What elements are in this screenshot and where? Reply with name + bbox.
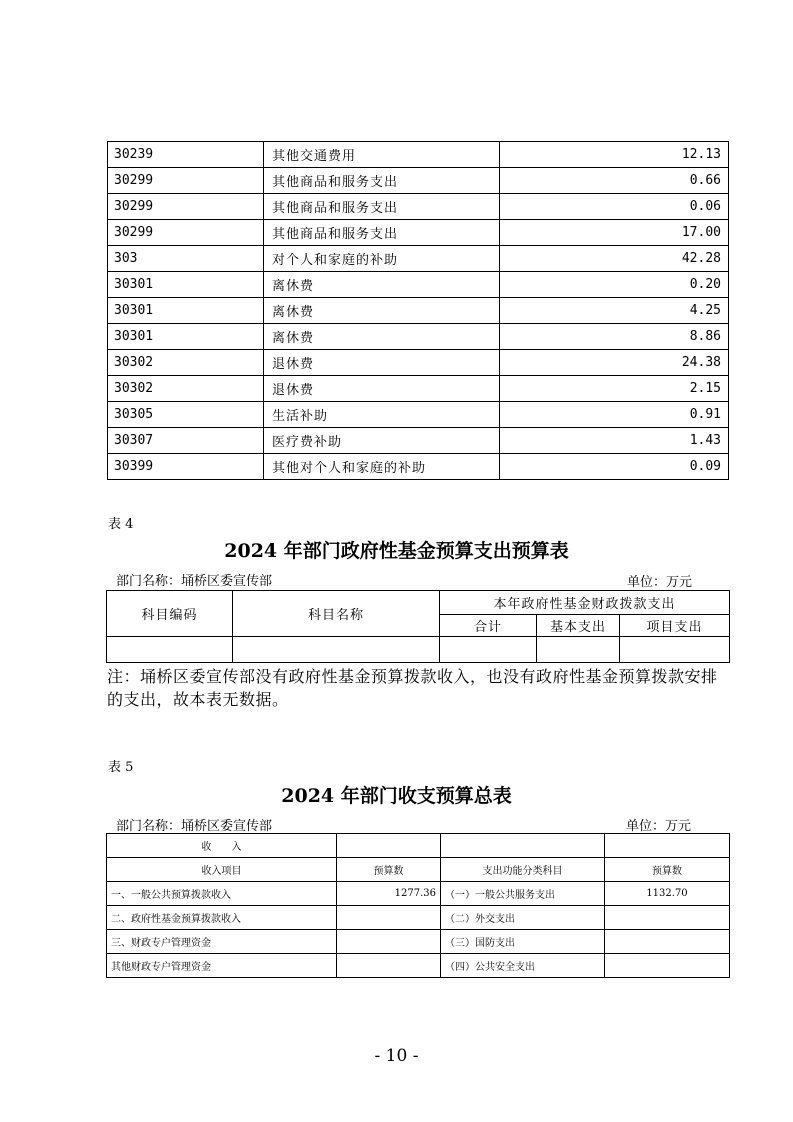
expense-amount [605, 930, 730, 954]
table-row [107, 637, 730, 663]
table-row [108, 142, 729, 168]
table-row [108, 376, 729, 402]
subject-code: 30301 [108, 298, 264, 324]
expense-amount [605, 954, 730, 978]
income-item: 二、政府性基金预算拨款收入 [107, 906, 337, 930]
income-amount [337, 906, 441, 930]
subject-code: 30302 [108, 376, 264, 402]
expense-item: （四）公共安全支出 [441, 954, 605, 978]
table-row [108, 402, 729, 428]
amount: 0.66 [500, 168, 729, 194]
header-project: 项目支出 [620, 615, 730, 637]
amount: 8.86 [500, 324, 729, 350]
income-item: 一、一般公共预算拨款收入 [107, 882, 337, 906]
table5-label: 表 5 [108, 760, 134, 775]
table-row [108, 298, 729, 324]
subject-name: 其他商品和服务支出 [264, 168, 500, 194]
subject-name: 离休费 [264, 298, 500, 324]
subject-name: 离休费 [264, 324, 500, 350]
table-row [107, 882, 730, 906]
expense-amount [605, 906, 730, 930]
table4-dept: 部门名称：埇桥区委宣传部 [116, 574, 273, 589]
amount: 0.09 [500, 454, 729, 480]
amount: 42.28 [500, 246, 729, 272]
subject-code: 30239 [108, 142, 264, 168]
subject-name: 其他交通费用 [264, 142, 500, 168]
table-row [108, 272, 729, 298]
table-row [108, 454, 729, 480]
subject-code: 30302 [108, 350, 264, 376]
subject-name: 其他对个人和家庭的补助 [264, 454, 500, 480]
table4-title: 2024 年部门政府性基金预算支出预算表 [224, 540, 569, 562]
header-expense-item: 支出功能分类科目 [441, 858, 605, 882]
income-amount [337, 954, 441, 978]
subject-code: 30399 [108, 454, 264, 480]
table-row [108, 194, 729, 220]
subject-name: 对个人和家庭的补助 [264, 246, 500, 272]
subject-name: 离休费 [264, 272, 500, 298]
income-item: 其他财政专户管理资金 [107, 954, 337, 978]
table5-dept: 部门名称：埇桥区委宣传部 [116, 819, 273, 834]
subject-name: 其他商品和服务支出 [264, 220, 500, 246]
table-row [108, 324, 729, 350]
amount: 2.15 [500, 376, 729, 402]
income-item: 三、财政专户管理资金 [107, 930, 337, 954]
subject-name: 退休费 [264, 350, 500, 376]
expense-item: （三）国防支出 [441, 930, 605, 954]
income-amount [337, 930, 441, 954]
table-row [108, 168, 729, 194]
table4-note: 注：埇桥区委宣传部没有政府性基金预算拨款收入，也没有政府性基金预算拨款安排的支出，故本表无数据。 [107, 667, 718, 709]
subject-name: 医疗费补助 [264, 428, 500, 454]
amount: 12.13 [500, 142, 729, 168]
table-row [108, 428, 729, 454]
amount: 17.00 [500, 220, 729, 246]
amount: 0.20 [500, 272, 729, 298]
header-code: 科目编码 [107, 591, 233, 637]
header-budget: 预算数 [337, 858, 441, 882]
subject-code: 30299 [108, 168, 264, 194]
expense-item: （一）一般公共服务支出 [441, 882, 605, 906]
income-amount: 1277.36 [337, 882, 441, 906]
subject-name: 其他商品和服务支出 [264, 194, 500, 220]
table5-unit: 单位：万元 [626, 819, 692, 834]
header-name: 科目名称 [233, 591, 440, 637]
expense-amount: 1132.70 [605, 882, 730, 906]
subject-code: 303 [108, 246, 264, 272]
subject-code: 30299 [108, 220, 264, 246]
subject-code: 30307 [108, 428, 264, 454]
header-basic: 基本支出 [537, 615, 620, 637]
header-income: 收 入 [107, 834, 337, 858]
table-row [107, 954, 730, 978]
table-row [107, 930, 730, 954]
subject-name: 生活补助 [264, 402, 500, 428]
amount: 0.06 [500, 194, 729, 220]
amount: 4.25 [500, 298, 729, 324]
table4-label: 表 4 [108, 517, 134, 532]
header-budget2: 预算数 [605, 858, 730, 882]
subject-code: 30305 [108, 402, 264, 428]
amount: 1.43 [500, 428, 729, 454]
subject-code: 30301 [108, 272, 264, 298]
header-total: 合计 [440, 615, 537, 637]
subject-code: 30299 [108, 194, 264, 220]
table4-unit: 单位：万元 [627, 575, 693, 590]
header-income-item: 收入项目 [107, 858, 337, 882]
subject-code: 30301 [108, 324, 264, 350]
table-row [107, 906, 730, 930]
table5-title: 2024 年部门收支预算总表 [281, 785, 512, 807]
amount: 0.91 [500, 402, 729, 428]
subject-name: 退休费 [264, 376, 500, 402]
header-group: 本年政府性基金财政拨款支出 [440, 591, 730, 615]
amount: 24.38 [500, 350, 729, 376]
page-number: - 10 - [374, 1046, 419, 1066]
table-row [108, 350, 729, 376]
table-row [108, 220, 729, 246]
government-fund-table [106, 590, 730, 663]
expense-item: （二）外交支出 [441, 906, 605, 930]
income-expense-summary-table [106, 833, 730, 978]
expense-detail-table [107, 141, 729, 480]
table-row [108, 246, 729, 272]
